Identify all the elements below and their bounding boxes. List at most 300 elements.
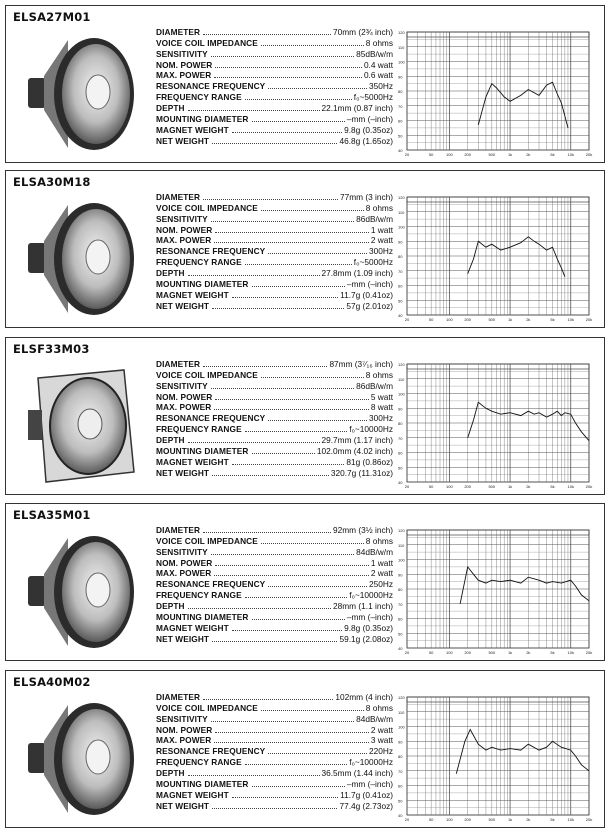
spec-value: 29.7mm (1.17 inch) bbox=[321, 435, 393, 446]
spec-row-sensitivity bbox=[156, 380, 393, 391]
frequency-response-chart bbox=[397, 689, 597, 824]
spec-row-mounting bbox=[156, 611, 393, 622]
frequency-response-chart bbox=[397, 189, 597, 324]
leader-dots bbox=[203, 198, 338, 200]
spec-row-resonance bbox=[156, 412, 393, 423]
spec-row-freq_range bbox=[156, 91, 393, 102]
spec-row-magnet bbox=[156, 789, 393, 800]
x-tick-label: 200 bbox=[464, 484, 472, 489]
y-tick-label: 100 bbox=[398, 224, 405, 230]
spec-label: MAGNET WEIGHT bbox=[156, 289, 229, 300]
spec-row-freq_range bbox=[156, 256, 393, 267]
leader-dots bbox=[261, 44, 364, 46]
y-tick-label: 70 bbox=[398, 435, 403, 441]
x-tick-label: 5k bbox=[550, 484, 555, 489]
spec-value: 250Hz bbox=[369, 579, 393, 590]
leader-dots bbox=[268, 252, 367, 254]
spec-row-max_power bbox=[156, 235, 393, 246]
leader-dots bbox=[215, 564, 369, 566]
x-tick-label: 100 bbox=[446, 650, 453, 655]
leader-dots bbox=[252, 452, 315, 454]
spec-label: NOM. POWER bbox=[156, 59, 213, 70]
y-tick-label: 50 bbox=[398, 465, 403, 471]
spec-row-depth bbox=[156, 767, 393, 778]
x-tick-label: 1k bbox=[507, 817, 513, 822]
spec-row-diameter bbox=[156, 26, 393, 37]
spec-row-resonance bbox=[156, 745, 393, 756]
y-tick-label: 40 bbox=[398, 813, 403, 818]
speaker-photo bbox=[26, 693, 141, 823]
spec-value: f₀~10000Hz bbox=[349, 424, 393, 435]
spec-row-resonance bbox=[156, 578, 393, 589]
y-tick-label: 80 bbox=[398, 587, 403, 592]
leader-dots bbox=[268, 752, 367, 754]
spec-row-diameter bbox=[156, 191, 393, 202]
spec-row-magnet bbox=[156, 289, 393, 300]
leader-dots bbox=[211, 55, 354, 57]
x-tick-label: 500 bbox=[488, 817, 496, 822]
x-tick-label: 500 bbox=[488, 484, 496, 489]
spec-value: 28mm (1.1 inch) bbox=[333, 601, 393, 612]
spec-value: 86dB/w/m bbox=[356, 380, 393, 391]
spec-value: 92mm (3½ inch) bbox=[333, 524, 393, 535]
spec-row-resonance bbox=[156, 80, 393, 91]
y-tick-label: 100 bbox=[398, 724, 405, 730]
spec-row-depth bbox=[156, 434, 393, 445]
x-tick-label: 5k bbox=[550, 152, 555, 157]
spec-row-net bbox=[156, 135, 393, 146]
x-tick-label: 5k bbox=[550, 650, 555, 655]
x-tick-label: 200 bbox=[464, 650, 472, 655]
x-tick-label: 50 bbox=[428, 817, 434, 822]
spec-row-max_power bbox=[156, 735, 393, 746]
y-tick-label: 90 bbox=[398, 74, 403, 80]
leader-dots bbox=[261, 376, 364, 378]
spec-list bbox=[156, 191, 393, 311]
leader-dots bbox=[232, 296, 338, 298]
x-tick-label: 2k bbox=[526, 317, 531, 322]
x-tick-label: 2k bbox=[526, 484, 531, 489]
spec-label: RESONANCE FREQUENCY bbox=[156, 246, 266, 257]
speaker-panel-elsa40m02 bbox=[5, 670, 605, 828]
y-tick-label: 60 bbox=[398, 783, 403, 789]
spec-row-impedance bbox=[156, 702, 393, 713]
spec-label: MAGNET WEIGHT bbox=[156, 622, 229, 633]
y-tick-label: 110 bbox=[398, 542, 405, 548]
spec-row-nom_power bbox=[156, 391, 393, 402]
leader-dots bbox=[268, 87, 367, 89]
x-tick-label: 20k bbox=[585, 152, 593, 157]
leader-dots bbox=[188, 274, 320, 276]
leader-dots bbox=[261, 542, 364, 544]
spec-value: 1 watt bbox=[370, 224, 393, 235]
spec-row-mounting bbox=[156, 278, 393, 289]
speaker-panel-elsa35m01 bbox=[5, 503, 605, 661]
y-tick-label: 40 bbox=[398, 148, 403, 153]
x-tick-label: 10k bbox=[567, 317, 574, 322]
spec-label: RESONANCE FREQUENCY bbox=[156, 81, 266, 92]
dust-cap-icon bbox=[86, 240, 110, 274]
y-tick-label: 120 bbox=[398, 30, 405, 35]
leader-dots bbox=[232, 629, 342, 631]
spec-value: 84dB/w/m bbox=[356, 713, 393, 724]
spec-value: 87mm (3⁷⁄₁₆ inch) bbox=[329, 358, 393, 369]
x-tick-label: 20k bbox=[585, 484, 593, 489]
leader-dots bbox=[245, 763, 347, 765]
spec-value: 8 ohms bbox=[365, 702, 393, 713]
x-tick-label: 500 bbox=[488, 152, 496, 157]
spec-row-depth bbox=[156, 267, 393, 278]
spec-label: RESONANCE FREQUENCY bbox=[156, 413, 266, 424]
leader-dots bbox=[203, 698, 333, 700]
y-tick-label: 50 bbox=[398, 798, 403, 804]
spec-value: 8 ohms bbox=[365, 37, 393, 48]
spec-value: 8 ohms bbox=[365, 535, 393, 546]
spec-value: 300Hz bbox=[369, 246, 393, 257]
spec-value: –mm (–inch) bbox=[346, 612, 393, 623]
spec-label: NET WEIGHT bbox=[156, 300, 210, 311]
x-tick-label: 20 bbox=[404, 817, 410, 822]
spec-label: VOICE COIL IMPEDANCE bbox=[156, 37, 258, 48]
leader-dots bbox=[252, 285, 345, 287]
spec-value: 59.1g (2.08oz) bbox=[339, 633, 393, 644]
leader-dots bbox=[215, 66, 362, 68]
frequency-response-chart bbox=[397, 522, 597, 657]
spec-value: 9.8g (0.35oz) bbox=[344, 124, 393, 135]
spec-value: –mm (–inch) bbox=[346, 779, 393, 790]
spec-label: FREQUENCY RANGE bbox=[156, 92, 242, 103]
leader-dots bbox=[214, 76, 362, 78]
spec-list bbox=[156, 524, 393, 644]
spec-value: 77mm (3 inch) bbox=[339, 191, 393, 202]
leader-dots bbox=[215, 731, 369, 733]
y-tick-label: 60 bbox=[398, 283, 403, 289]
leader-dots bbox=[212, 307, 344, 309]
x-tick-label: 10k bbox=[567, 152, 574, 157]
spec-value: 11.7g (0.41oz) bbox=[340, 289, 393, 300]
model-name: ELSF33M03 bbox=[13, 342, 90, 356]
spec-value: 36.5mm (1.44 inch) bbox=[321, 768, 393, 779]
spec-value: 3 watt bbox=[370, 735, 393, 746]
speaker-photo bbox=[26, 28, 141, 158]
spec-value: 2 watt bbox=[370, 724, 393, 735]
spec-label: FREQUENCY RANGE bbox=[156, 424, 242, 435]
spec-label: MOUNTING DIAMETER bbox=[156, 779, 249, 790]
leader-dots bbox=[252, 120, 345, 122]
spec-label: NOM. POWER bbox=[156, 724, 213, 735]
spec-label: FREQUENCY RANGE bbox=[156, 257, 242, 268]
spec-value: 46.8g (1.65oz) bbox=[339, 135, 393, 146]
y-tick-label: 120 bbox=[398, 695, 405, 700]
y-tick-label: 80 bbox=[398, 421, 403, 426]
spec-label: MAX. POWER bbox=[156, 70, 212, 81]
spec-row-freq_range bbox=[156, 756, 393, 767]
leader-dots bbox=[212, 474, 329, 476]
spec-label: MOUNTING DIAMETER bbox=[156, 114, 249, 125]
spec-row-max_power bbox=[156, 402, 393, 413]
spec-label: SENSITIVITY bbox=[156, 546, 208, 557]
leader-dots bbox=[252, 618, 345, 620]
leader-dots bbox=[211, 720, 354, 722]
spec-row-impedance bbox=[156, 202, 393, 213]
y-tick-label: 80 bbox=[398, 254, 403, 259]
leader-dots bbox=[268, 585, 367, 587]
spec-row-sensitivity bbox=[156, 213, 393, 224]
spec-row-sensitivity bbox=[156, 48, 393, 59]
spec-row-resonance bbox=[156, 245, 393, 256]
x-tick-label: 1k bbox=[507, 317, 513, 322]
leader-dots bbox=[211, 387, 354, 389]
spec-value: 2 watt bbox=[370, 568, 393, 579]
x-tick-label: 50 bbox=[428, 317, 434, 322]
spec-label: MAX. POWER bbox=[156, 402, 212, 413]
x-tick-label: 20k bbox=[585, 817, 593, 822]
spec-row-mounting bbox=[156, 445, 393, 456]
spec-row-nom_power bbox=[156, 557, 393, 568]
spec-label: DEPTH bbox=[156, 103, 185, 114]
spec-row-magnet bbox=[156, 622, 393, 633]
spec-label: MAX. POWER bbox=[156, 568, 212, 579]
y-tick-label: 90 bbox=[398, 739, 403, 745]
leader-dots bbox=[245, 596, 347, 598]
speaker-photo bbox=[26, 526, 141, 656]
spec-value: 0.4 watt bbox=[363, 59, 393, 70]
x-tick-label: 200 bbox=[464, 152, 472, 157]
spec-label: MOUNTING DIAMETER bbox=[156, 446, 249, 457]
x-tick-label: 1k bbox=[507, 650, 513, 655]
leader-dots bbox=[232, 796, 338, 798]
dust-cap-icon bbox=[86, 740, 110, 774]
spec-value: f₀~5000Hz bbox=[353, 257, 393, 268]
model-name: ELSA40M02 bbox=[13, 675, 91, 689]
y-tick-label: 110 bbox=[398, 376, 405, 382]
spec-row-impedance bbox=[156, 37, 393, 48]
leader-dots bbox=[212, 640, 337, 642]
x-tick-label: 50 bbox=[428, 152, 434, 157]
leader-dots bbox=[188, 109, 320, 111]
magnet-icon bbox=[28, 78, 46, 108]
leader-dots bbox=[261, 709, 364, 711]
spec-row-freq_range bbox=[156, 423, 393, 434]
spec-row-nom_power bbox=[156, 224, 393, 235]
spec-row-diameter bbox=[156, 691, 393, 702]
x-tick-label: 100 bbox=[446, 317, 453, 322]
spec-label: VOICE COIL IMPEDANCE bbox=[156, 535, 258, 546]
leader-dots bbox=[232, 131, 342, 133]
y-tick-label: 100 bbox=[398, 557, 405, 563]
magnet-icon bbox=[28, 576, 46, 606]
y-tick-label: 80 bbox=[398, 89, 403, 94]
speaker-panel-elsa27m01 bbox=[5, 5, 605, 163]
spec-label: VOICE COIL IMPEDANCE bbox=[156, 369, 258, 380]
y-tick-label: 40 bbox=[398, 480, 403, 485]
spec-value: 8 watt bbox=[370, 402, 393, 413]
spec-value: 5 watt bbox=[370, 391, 393, 402]
leader-dots bbox=[215, 231, 369, 233]
spec-value: 81g (0.86oz) bbox=[346, 456, 393, 467]
spec-label: NET WEIGHT bbox=[156, 467, 210, 478]
y-tick-label: 40 bbox=[398, 313, 403, 318]
spec-label: MOUNTING DIAMETER bbox=[156, 612, 249, 623]
spec-label: DIAMETER bbox=[156, 691, 201, 702]
spec-label: VOICE COIL IMPEDANCE bbox=[156, 202, 258, 213]
spec-value: 220Hz bbox=[369, 746, 393, 757]
spec-list bbox=[156, 358, 393, 478]
leader-dots bbox=[211, 220, 354, 222]
speaker-photo bbox=[26, 360, 141, 490]
leader-dots bbox=[215, 398, 369, 400]
x-tick-label: 5k bbox=[550, 317, 555, 322]
spec-label: DIAMETER bbox=[156, 524, 201, 535]
y-tick-label: 90 bbox=[398, 239, 403, 245]
spec-label: NOM. POWER bbox=[156, 557, 213, 568]
spec-label: MAX. POWER bbox=[156, 735, 212, 746]
spec-row-magnet bbox=[156, 124, 393, 135]
spec-row-sensitivity bbox=[156, 713, 393, 724]
x-tick-label: 2k bbox=[526, 817, 531, 822]
spec-label: MAGNET WEIGHT bbox=[156, 456, 229, 467]
spec-value: 8 ohms bbox=[365, 369, 393, 380]
spec-value: –mm (–inch) bbox=[346, 279, 393, 290]
x-tick-label: 20 bbox=[404, 650, 410, 655]
dust-cap-icon bbox=[78, 409, 102, 439]
y-tick-label: 50 bbox=[398, 133, 403, 139]
spec-label: NET WEIGHT bbox=[156, 633, 210, 644]
x-tick-label: 100 bbox=[446, 817, 453, 822]
x-tick-label: 1k bbox=[507, 152, 513, 157]
y-tick-label: 110 bbox=[398, 709, 405, 715]
x-tick-label: 100 bbox=[446, 484, 453, 489]
spec-label: SENSITIVITY bbox=[156, 213, 208, 224]
x-tick-label: 20 bbox=[404, 317, 410, 322]
y-tick-label: 60 bbox=[398, 450, 403, 456]
frequency-response-chart bbox=[397, 356, 597, 491]
speaker-panel-elsa30m18 bbox=[5, 170, 605, 328]
spec-row-net bbox=[156, 467, 393, 478]
y-tick-label: 100 bbox=[398, 391, 405, 397]
spec-row-net bbox=[156, 300, 393, 311]
spec-row-net bbox=[156, 800, 393, 811]
x-tick-label: 5k bbox=[550, 817, 555, 822]
x-tick-label: 50 bbox=[428, 484, 434, 489]
speaker-photo bbox=[26, 193, 141, 323]
leader-dots bbox=[188, 441, 320, 443]
spec-list bbox=[156, 691, 393, 811]
spec-row-nom_power bbox=[156, 724, 393, 735]
x-tick-label: 200 bbox=[464, 317, 472, 322]
leader-dots bbox=[203, 33, 331, 35]
magnet-icon bbox=[28, 243, 46, 273]
spec-label: NET WEIGHT bbox=[156, 800, 210, 811]
spec-value: 9.8g (0.35oz) bbox=[344, 622, 393, 633]
spec-row-mounting bbox=[156, 113, 393, 124]
y-tick-label: 90 bbox=[398, 406, 403, 412]
spec-value: 57g (2.01oz) bbox=[346, 300, 393, 311]
spec-label: NOM. POWER bbox=[156, 224, 213, 235]
spec-label: SENSITIVITY bbox=[156, 713, 208, 724]
model-name: ELSA35M01 bbox=[13, 508, 91, 522]
x-tick-label: 10k bbox=[567, 484, 574, 489]
spec-value: 85dB/w/m bbox=[356, 48, 393, 59]
spec-row-mounting bbox=[156, 778, 393, 789]
spec-label: SENSITIVITY bbox=[156, 380, 208, 391]
model-name: ELSA30M18 bbox=[13, 175, 91, 189]
y-tick-label: 60 bbox=[398, 616, 403, 622]
spec-row-freq_range bbox=[156, 589, 393, 600]
leader-dots bbox=[245, 430, 347, 432]
spec-value: 1 watt bbox=[370, 557, 393, 568]
leader-dots bbox=[212, 142, 337, 144]
y-tick-label: 110 bbox=[398, 209, 405, 215]
spec-row-max_power bbox=[156, 70, 393, 81]
spec-label: DEPTH bbox=[156, 435, 185, 446]
spec-label: NOM. POWER bbox=[156, 391, 213, 402]
spec-label: SENSITIVITY bbox=[156, 48, 208, 59]
spec-label: RESONANCE FREQUENCY bbox=[156, 746, 266, 757]
spec-value: 350Hz bbox=[369, 81, 393, 92]
spec-row-depth bbox=[156, 102, 393, 113]
spec-value: 70mm (2¾ inch) bbox=[333, 26, 393, 37]
y-tick-label: 60 bbox=[398, 118, 403, 124]
spec-value: 8 ohms bbox=[365, 202, 393, 213]
spec-value: 86dB/w/m bbox=[356, 213, 393, 224]
spec-row-net bbox=[156, 633, 393, 644]
spec-list bbox=[156, 26, 393, 146]
y-tick-label: 120 bbox=[398, 195, 405, 200]
x-tick-label: 20k bbox=[585, 317, 593, 322]
spec-label: DEPTH bbox=[156, 768, 185, 779]
spec-row-sensitivity bbox=[156, 546, 393, 557]
spec-label: MAGNET WEIGHT bbox=[156, 124, 229, 135]
spec-label: FREQUENCY RANGE bbox=[156, 757, 242, 768]
spec-label: DIAMETER bbox=[156, 358, 201, 369]
spec-value: –mm (–inch) bbox=[346, 114, 393, 125]
leader-dots bbox=[214, 574, 368, 576]
x-tick-label: 100 bbox=[446, 152, 453, 157]
x-tick-label: 10k bbox=[567, 817, 574, 822]
leader-dots bbox=[188, 607, 331, 609]
spec-label: DIAMETER bbox=[156, 191, 201, 202]
y-tick-label: 100 bbox=[398, 59, 405, 65]
spec-row-nom_power bbox=[156, 59, 393, 70]
x-tick-label: 1k bbox=[507, 484, 513, 489]
dust-cap-icon bbox=[86, 573, 110, 607]
x-tick-label: 20k bbox=[585, 650, 593, 655]
leader-dots bbox=[188, 774, 320, 776]
spec-value: 2 watt bbox=[370, 235, 393, 246]
y-tick-label: 120 bbox=[398, 528, 405, 533]
leader-dots bbox=[212, 807, 337, 809]
spec-label: MAX. POWER bbox=[156, 235, 212, 246]
x-tick-label: 20 bbox=[404, 484, 410, 489]
spec-label: RESONANCE FREQUENCY bbox=[156, 579, 266, 590]
x-tick-label: 10k bbox=[567, 650, 574, 655]
spec-label: MOUNTING DIAMETER bbox=[156, 279, 249, 290]
spec-value: 102mm (4 inch) bbox=[335, 691, 393, 702]
spec-value: f₀~5000Hz bbox=[353, 92, 393, 103]
spec-label: FREQUENCY RANGE bbox=[156, 590, 242, 601]
x-tick-label: 500 bbox=[488, 650, 496, 655]
y-tick-label: 70 bbox=[398, 768, 403, 774]
x-tick-label: 2k bbox=[526, 650, 531, 655]
spec-row-depth bbox=[156, 600, 393, 611]
y-tick-label: 70 bbox=[398, 268, 403, 274]
x-tick-label: 200 bbox=[464, 817, 472, 822]
leader-dots bbox=[211, 553, 354, 555]
y-tick-label: 50 bbox=[398, 631, 403, 637]
speaker-panel-elsf33m03 bbox=[5, 337, 605, 495]
dust-cap-icon bbox=[86, 75, 110, 109]
